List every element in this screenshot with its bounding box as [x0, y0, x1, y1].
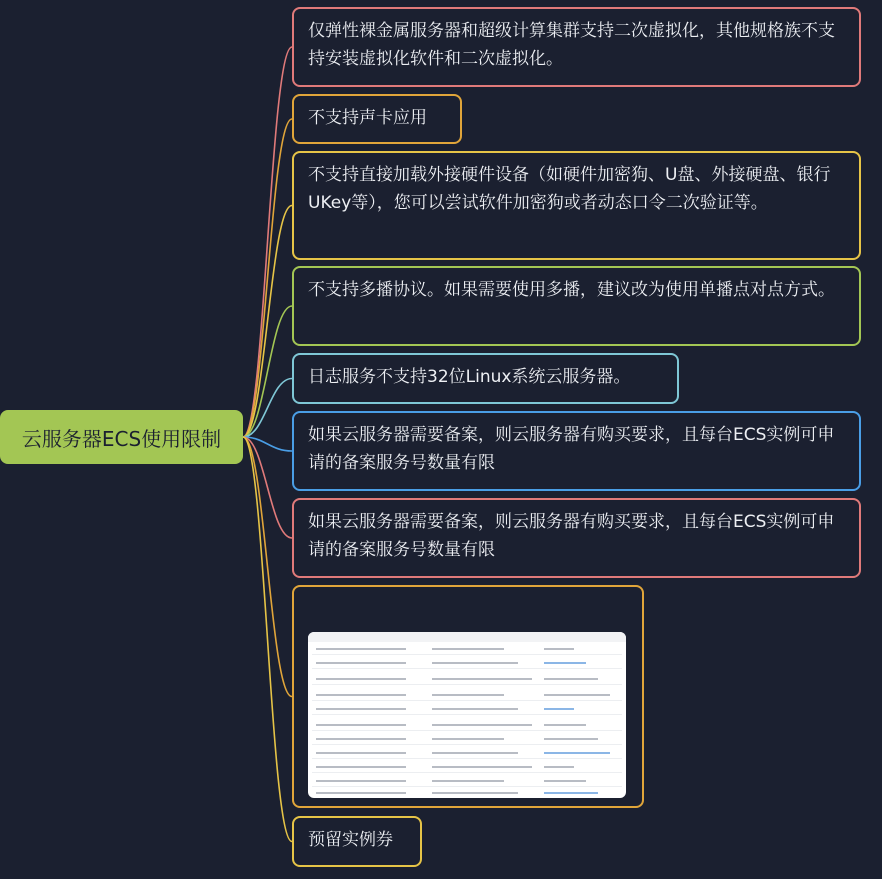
thumbnail-row-divider: [312, 772, 622, 773]
branch-label: 日志服务不支持32位Linux系统云服务器。: [308, 367, 631, 387]
thumbnail-row-divider: [312, 758, 622, 759]
thumbnail-text-line: [544, 694, 610, 696]
thumbnail-row-divider: [312, 684, 622, 685]
connector-line: [243, 47, 292, 437]
branch-sound-card[interactable]: [292, 94, 462, 144]
thumbnail-text-line: [432, 752, 518, 754]
thumbnail-text-line: [432, 792, 518, 794]
thumbnail-text-line: [432, 678, 532, 680]
connector-line: [243, 437, 292, 697]
thumbnail-text-line: [544, 708, 574, 710]
thumbnail-text-line: [432, 766, 532, 768]
connector-line: [243, 437, 292, 842]
branch-multicast[interactable]: [292, 266, 861, 346]
thumbnail-row-divider: [312, 668, 622, 669]
branch-label: 如果云服务器需要备案，则云服务器有购买要求，且每台ECS实例可申请的备案服务号数量有限: [308, 425, 835, 473]
thumbnail-text-line: [316, 724, 406, 726]
branch-label: 仅弹性裸金属服务器和超级计算集群支持二次虚拟化，其他规格族不支持安装虚拟化软件和二次虚拟化。: [308, 21, 835, 69]
thumbnail-text-line: [432, 738, 504, 740]
thumbnail-text-line: [432, 780, 504, 782]
branch-log-service[interactable]: [292, 353, 679, 404]
root-topic[interactable]: [0, 410, 243, 464]
branch-reserved-instance[interactable]: [292, 816, 422, 867]
thumbnail-text-line: [544, 648, 574, 650]
thumbnail-row-divider: [312, 730, 622, 731]
thumbnail-row-divider: [312, 700, 622, 701]
thumbnail-text-line: [316, 780, 406, 782]
thumbnail-text-line: [316, 708, 406, 710]
thumbnail-text-line: [316, 662, 406, 664]
thumbnail-text-line: [432, 724, 532, 726]
thumbnail-text-line: [544, 662, 586, 664]
thumbnail-text-line: [544, 752, 610, 754]
root-topic-label: 云服务器ECS使用限制: [21, 426, 222, 451]
connector-line: [243, 119, 292, 437]
thumbnail-text-line: [316, 738, 406, 740]
branch-label: 不支持直接加载外接硬件设备（如硬件加密狗、U盘、外接硬盘、银行UKey等），您可以尝试软件加密狗或者动态口令二次验证等。: [308, 165, 831, 213]
branch-external-hardware[interactable]: [292, 151, 861, 260]
thumbnail-text-line: [432, 708, 518, 710]
thumbnail-text-line: [316, 792, 406, 794]
thumbnail-text-line: [544, 678, 598, 680]
thumbnail-text-line: [544, 724, 586, 726]
branch-icp-filing-duplicate[interactable]: [292, 498, 861, 578]
branch-label: 如果云服务器需要备案，则云服务器有购买要求，且每台ECS实例可申请的备案服务号数量有限: [308, 512, 835, 560]
thumbnail-text-line: [544, 738, 598, 740]
branch-icp-filing[interactable]: [292, 411, 861, 491]
thumbnail-text-line: [316, 678, 406, 680]
thumbnail-text-line: [544, 766, 574, 768]
branch-second-virtualization[interactable]: [292, 7, 861, 87]
thumbnail-row-divider: [312, 714, 622, 715]
thumbnail-text-line: [544, 792, 598, 794]
thumbnail-text-line: [316, 752, 406, 754]
thumbnail-row-divider: [312, 654, 622, 655]
thumbnail-text-line: [544, 780, 586, 782]
branch-label: 不支持声卡应用: [308, 108, 427, 128]
thumbnail-text-line: [316, 766, 406, 768]
thumbnail-text-line: [316, 648, 406, 650]
branch-label: 预留实例券: [308, 830, 393, 850]
thumbnail-text-line: [432, 662, 518, 664]
thumbnail-row-divider: [312, 786, 622, 787]
limits-table-thumbnail: [308, 632, 626, 798]
thumbnail-text-line: [432, 694, 504, 696]
branch-label: 不支持多播协议。如果需要使用多播，建议改为使用单播点对点方式。: [308, 280, 835, 300]
thumbnail-text-line: [316, 694, 406, 696]
thumbnail-table-header: [308, 632, 626, 642]
thumbnail-text-line: [432, 648, 504, 650]
thumbnail-row-divider: [312, 744, 622, 745]
